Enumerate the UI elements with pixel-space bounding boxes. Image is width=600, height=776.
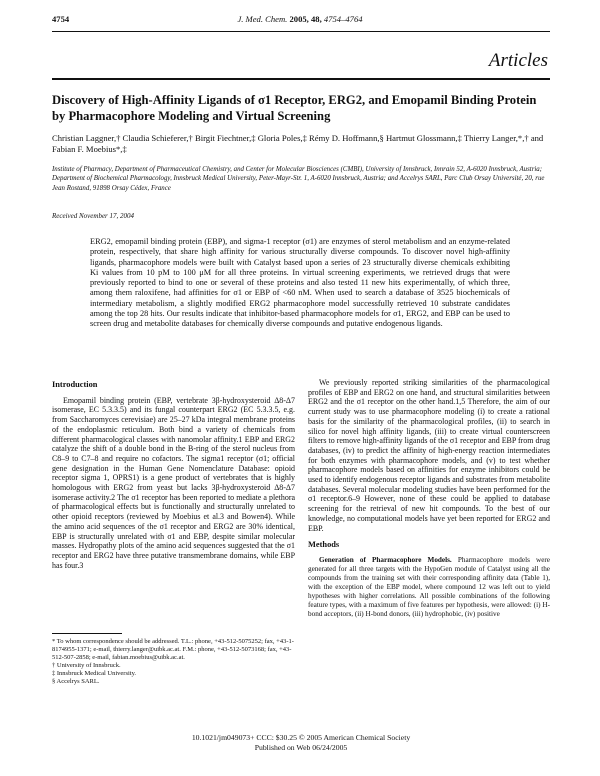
footnote-dagger: † University of Innsbruck.: [52, 662, 121, 669]
received-date: Received November 17, 2004: [52, 212, 135, 220]
doi-line: 10.1021/jm049073+ CCC: $30.25 © 2005 American Chemical Society: [191, 733, 411, 742]
author-list: Christian Laggner,† Claudia Schieferer,† Birgit Fiechtner,‡ Gloria Poles,‡ Rémy D. Hoffmann,§ Hartmut Glossmann,‡ Thierry Langer,*,† and Fabian F. Moebius*,‡: [52, 133, 544, 154]
abstract: ERG2, emopamil binding protein (EBP), and sigma-1 receptor (σ1) are enzymes of sterol metabolism and an enzyme-related protein, respectively, that share high affinity for various structurally diverse compounds. To discover novel high-affinity ligands, pharmacophore models were built with Catalyst based upon a series of 23 structurally diverse chemicals exhibiting Ki values from 10 pM to 100 μM for all three proteins. In virtual screening experiments, we retrieved drugs that were previously reported to bind to one or several of these proteins and also tested 11 new hits experimentally, of which three, among them raloxifene, had affinities for σ1 or EBP of <60 nM. When used to search a database of 3525 biochemicals of intermediary metabolism, a slightly modified ERG2 pharmacophore model successfully retrieved 10 substrate candidates among the top 28 hits. Our results indicate that inhibitor-based pharmacophore models for σ1, ERG2, and EBP can be used to screen drug and metabolite databases for chemically diverse compounds and putative endogenous ligands.: [90, 237, 510, 329]
methods-heading: Methods: [308, 540, 340, 550]
right-column: [308, 378, 550, 619]
header-rule: [52, 31, 550, 32]
journal-name: J. Med. Chem.: [237, 14, 288, 24]
methods-subheading: Generation of Pharmacophore Models.: [319, 555, 452, 564]
methods-text: Pharmacophore models were generated for all three targets with the HypoGen module of Catalyst using all the compounds from the training set with their corresponding affinity data (Table 1), with the exception of the EBP model, where compound 12 was left out to yield hypotheses with higher correlations. All possible combinations of the following feature types, with a maximum of five features per hypothesis, were allowed: (i) H-bond acceptors, (ii) H-bond donors, (iii) hydrophobic, (iv) positive: [308, 555, 550, 618]
journal-year-volume: 2005, 48,: [289, 14, 322, 24]
intro-heading: Introduction: [52, 380, 98, 389]
footnote-section: § Accelrys SARL.: [52, 678, 100, 685]
published-date: Published on Web 06/24/2005: [254, 742, 348, 752]
section-rule: [52, 78, 550, 80]
article-title: Discovery of High-Affinity Ligands of σ1 Receptor, ERG2, and Emopamil Binding Protein by Pharmacophore Modeling and Virtual Screening: [52, 93, 537, 123]
affiliations: Institute of Pharmacy, Department of Pharmaceutical Chemistry, and Center for Molecular Biosciences (CMBI), University of Innsbruck, Innrain 52, A-6020 Innsbruck, Austria; Department of Biochemical Pharmacology, Innsbruck Medical University, Peter-Mayr-Str. 1, A-6020 Innsbruck, Austria; and Accelrys SARL, Parc Club Orsay Université, 20, rue Jean Rostand, 91898 Orsay Cédex, France: [52, 166, 545, 192]
footnote-rule: [52, 633, 122, 634]
intro-continued-paragraph: We previously reported striking similarities of the pharmacological profiles of EBP and ERG2 on one hand, and structural similarities between ERG2 and the σ1 receptor on the other hand.1,5 Therefore, the aim of our current study was to use pharmacophore modeling (i) to create a rational basis for the similarity of the pharmacological profiles, (ii) to search in silico for novel high affinity ligands, (iii) to create virtual counterscreen filters to remove high-affinity ligands of the σ1 receptor and EBP from drug databases, (iv) to predict the affinity of high-energy reaction intermediates for both enzymes with pharmacophore models, and (v) to test whether pharmacophore models based on affinities for enzyme inhibitors could be used to identify endogenous receptor ligands and substrates from metabolite databases. Several molecular modeling studies have been performed for the σ1 receptor.6–9 However, none of these could be applied to database screening for the retrieval of new hit compounds. To the best of our knowledge, no computational models have yet been reported for ERG2 and EBP.: [308, 378, 550, 533]
methods-paragraph: [308, 556, 550, 619]
journal-pages: 4754–4764: [323, 14, 363, 24]
footnotes: [52, 638, 295, 686]
page-footer: [52, 733, 550, 752]
left-column: [52, 378, 295, 570]
section-title: Articles: [488, 50, 548, 71]
footnote-ddagger: ‡ Innsbruck Medical University.: [52, 670, 137, 677]
journal-citation: [52, 14, 548, 24]
page-number: 4754: [52, 14, 70, 24]
intro-paragraph: Emopamil binding protein (EBP, vertebrate 3β-hydroxysteroid Δ8-Δ7 isomerase, EC 5.3.3.5) and its fungal counterpart ERG2 (EC 5.3.3.5, e.g. from Saccharomyces cerevisiae) are 25–27 kDa integral membrane proteins of the endoplasmic reticulum. Both bind a variety of chemicals from different pharmacological classes with nanomolar affinity.1 EBP and ERG2 catalyze the shift of a double bond in the B-ring of the sterol nucleus from C8–9 to C7–8 and require no cofactors. The sigma1 receptor (σ1; official gene designation in the Human Gene Nomenclature Database: opioid receptor sigma 1, OPRS1) is a gene product of vertebrates that is highly homologous with ERG2 from yeast but lacks 3β-hydroxysteroid Δ8-Δ7 isomerase activity.2 The σ1 receptor has been reported to mediate a plethora of pharmacological effects but is functionally and structurally unrelated to other opioid receptors (reviewed by Moebius et al.3 and Bowen4). While the amino acid sequences of the σ1 receptor and ERG2 are 30% identical, EBP is structurally unrelated with σ1 and EBP, despite similar molecular masses. Hydropathy plots of the amino acid sequences suggested that the σ1 receptor and ERG2 have three putative transmembrane domains, while EBP has four.3: [52, 395, 295, 570]
footnote-corresponding: * To whom correspondence should be addressed. T.L.: phone, +43-512-5075252; fax, +43-1-8174955-1371; e-mail, thierry.langer@uibk.ac.at. F.M.: phone, +43-512-5073168; fax, +43-512-507-2858; e-mail, fabian.moebius@uibk.ac.at.: [52, 638, 294, 661]
